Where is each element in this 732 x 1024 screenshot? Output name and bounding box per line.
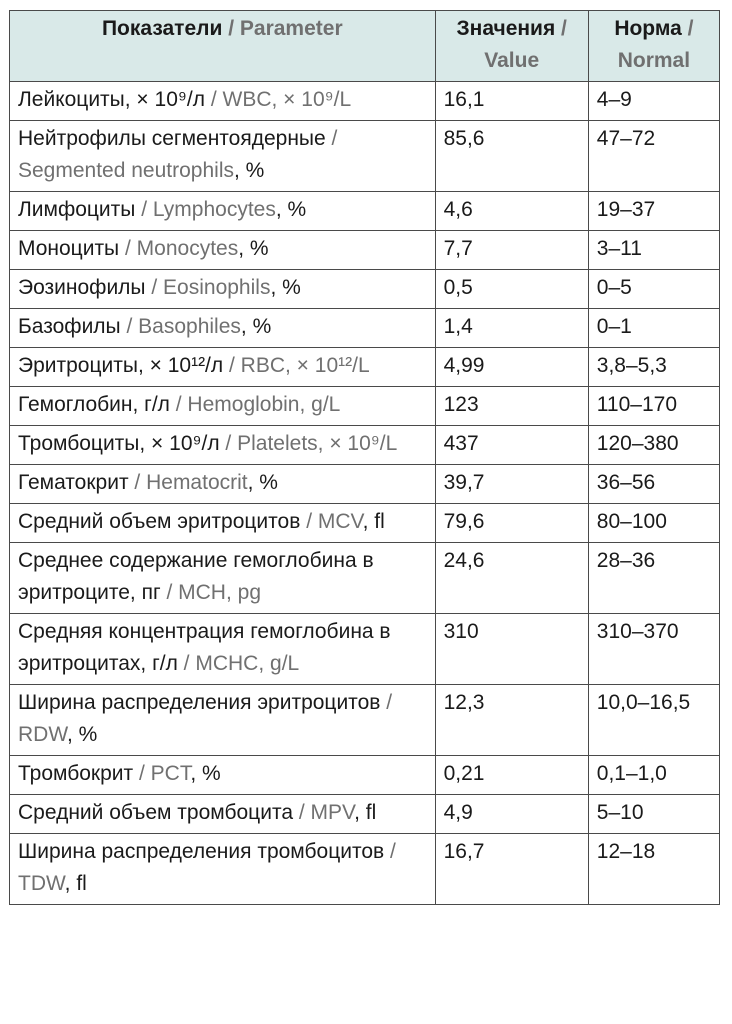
value-cell: 85,6 [435, 121, 588, 192]
norm-cell: 4–9 [588, 82, 719, 121]
norm-cell: 80–100 [588, 504, 719, 543]
value-cell: 12,3 [435, 685, 588, 756]
norm-cell: 36–56 [588, 465, 719, 504]
parameter-unit: , % [190, 762, 221, 785]
table-row [10, 614, 720, 685]
table-row [10, 309, 720, 348]
parameter-ru: Лейкоциты, × 10⁹/л [18, 88, 205, 111]
value-cell: 24,6 [435, 543, 588, 614]
parameter-cell: Базофилы / Basophiles, % [10, 309, 436, 348]
parameter-en: MCV [317, 510, 363, 533]
header-norm-en: Normal [617, 49, 691, 72]
parameter-cell: Средний объем эритроцитов / MCV, fl [10, 504, 436, 543]
norm-cell: 110–170 [588, 387, 719, 426]
value-cell: 7,7 [435, 231, 588, 270]
norm-cell: 3,8–5,3 [588, 348, 719, 387]
value-cell: 4,9 [435, 795, 588, 834]
norm-cell: 10,0–16,5 [588, 685, 719, 756]
header-parameter-en: Parameter [239, 17, 343, 40]
parameter-unit: , % [270, 276, 301, 299]
norm-cell: 0–1 [588, 309, 719, 348]
parameter-ru: Средняя концентрация гемоглобина в эритроцитах, г/л [18, 620, 391, 675]
table-row [10, 756, 720, 795]
parameter-cell: Эритроциты, × 10¹²/л / RBC, × 10¹²/L [10, 348, 436, 387]
parameter-en: RDW [18, 723, 67, 746]
table-row [10, 192, 720, 231]
parameter-ru: Тромбокрит [18, 762, 134, 785]
norm-cell: 3–11 [588, 231, 719, 270]
norm-cell: 120–380 [588, 426, 719, 465]
header-parameter: Показатели / Parameter [10, 11, 436, 82]
norm-cell: 310–370 [588, 614, 719, 685]
parameter-en: MCHC, g/L [195, 652, 300, 675]
table-row [10, 795, 720, 834]
parameter-ru: Эозинофилы [18, 276, 146, 299]
parameter-ru: Гемоглобин, г/л [18, 393, 170, 416]
parameter-unit: , % [238, 237, 269, 260]
norm-cell: 47–72 [588, 121, 719, 192]
value-cell: 16,1 [435, 82, 588, 121]
parameter-en: RBC, × 10¹²/L [240, 354, 370, 377]
parameter-en: MPV [310, 801, 355, 824]
value-cell: 0,21 [435, 756, 588, 795]
table-row [10, 426, 720, 465]
parameter-cell: Тромбокрит / PCT, % [10, 756, 436, 795]
value-cell: 0,5 [435, 270, 588, 309]
parameter-ru: Эритроциты, × 10¹²/л [18, 354, 224, 377]
parameter-en: Monocytes [136, 237, 239, 260]
parameter-en: WBC, × 10⁹/L [222, 88, 352, 111]
parameter-cell: Среднее содержание гемоглобина в эритроците, пг / MCH, pg [10, 543, 436, 614]
header-value: Значения / Value [435, 11, 588, 82]
table-row [10, 82, 720, 121]
parameter-unit: , % [247, 471, 278, 494]
table-row [10, 387, 720, 426]
table-row [10, 348, 720, 387]
value-cell: 39,7 [435, 465, 588, 504]
value-cell: 1,4 [435, 309, 588, 348]
parameter-ru: Тромбоциты, × 10⁹/л [18, 432, 220, 455]
parameter-unit: , fl [362, 510, 385, 533]
value-cell: 79,6 [435, 504, 588, 543]
table-row [10, 685, 720, 756]
value-cell: 4,99 [435, 348, 588, 387]
parameter-en: Lymphocytes [152, 198, 276, 221]
parameter-en: Hematocrit [146, 471, 248, 494]
parameter-unit: , % [275, 198, 307, 221]
parameter-cell: Тромбоциты, × 10⁹/л / Platelets, × 10⁹/L [10, 426, 436, 465]
header-row [10, 11, 720, 82]
table-row [10, 270, 720, 309]
parameter-unit: , fl [64, 872, 87, 895]
table-row [10, 121, 720, 192]
table-row [10, 231, 720, 270]
parameter-cell: Ширина распределения тромбоцитов / TDW, fl [10, 834, 436, 905]
parameter-ru: Нейтрофилы сегментоядерные [18, 127, 326, 150]
parameter-cell: Эозинофилы / Eosinophils, % [10, 270, 436, 309]
parameter-cell: Лимфоциты / Lymphocytes, % [10, 192, 436, 231]
norm-cell: 5–10 [588, 795, 719, 834]
table-row [10, 465, 720, 504]
norm-cell: 0–5 [588, 270, 719, 309]
parameter-ru: Лимфоциты [18, 198, 136, 221]
parameter-en: Segmented neutrophils [18, 159, 234, 182]
blood-parameters-table [9, 10, 720, 905]
parameter-unit: , fl [354, 801, 377, 824]
parameter-cell: Средняя концентрация гемоглобина в эритроцитах, г/л / MCHC, g/L [10, 614, 436, 685]
value-cell: 16,7 [435, 834, 588, 905]
table-body [10, 82, 720, 905]
table-row [10, 543, 720, 614]
header-norm-ru: Норма [614, 17, 682, 40]
parameter-ru: Базофилы [18, 315, 121, 338]
parameter-ru: Среднее содержание гемоглобина в эритроците, пг [18, 549, 374, 604]
value-cell: 123 [435, 387, 588, 426]
parameter-cell: Гематокрит / Hematocrit, % [10, 465, 436, 504]
parameter-ru: Средний объем тромбоцита [18, 801, 293, 824]
parameter-en: PCT [150, 762, 191, 785]
parameter-cell: Моноциты / Monocytes, % [10, 231, 436, 270]
parameter-en: MCH, pg [178, 581, 261, 604]
norm-cell: 19–37 [588, 192, 719, 231]
value-cell: 4,6 [435, 192, 588, 231]
parameter-cell: Лейкоциты, × 10⁹/л / WBC, × 10⁹/L [10, 82, 436, 121]
parameter-ru: Моноциты [18, 237, 120, 260]
parameter-cell: Гемоглобин, г/л / Hemoglobin, g/L [10, 387, 436, 426]
parameter-cell: Средний объем тромбоцита / MPV, fl [10, 795, 436, 834]
table-row [10, 834, 720, 905]
parameter-ru: Гематокрит [18, 471, 129, 494]
header-value-en: Value [484, 49, 540, 72]
parameter-ru: Ширина распределения эритроцитов [18, 691, 381, 714]
parameter-cell: Нейтрофилы сегментоядерные / Segmented neutrophils, % [10, 121, 436, 192]
parameter-ru: Ширина распределения тромбоцитов [18, 840, 385, 863]
parameter-en: Eosinophils [163, 276, 271, 299]
parameter-cell: Ширина распределения эритроцитов / RDW, % [10, 685, 436, 756]
value-cell: 310 [435, 614, 588, 685]
parameter-en: Hemoglobin, g/L [187, 393, 341, 416]
norm-cell: 28–36 [588, 543, 719, 614]
parameter-en: Platelets, × 10⁹/L [237, 432, 398, 455]
header-norm: Норма / Normal [588, 11, 719, 82]
header-parameter-ru: Показатели [101, 17, 223, 40]
table-row [10, 504, 720, 543]
parameter-en: Basophiles [138, 315, 241, 338]
norm-cell: 12–18 [588, 834, 719, 905]
parameter-en: TDW [18, 872, 65, 895]
parameter-ru: Средний объем эритроцитов [18, 510, 301, 533]
parameter-unit: , % [233, 159, 265, 182]
norm-cell: 0,1–1,0 [588, 756, 719, 795]
parameter-unit: , % [67, 723, 98, 746]
parameter-unit: , % [240, 315, 272, 338]
value-cell: 437 [435, 426, 588, 465]
header-value-ru: Значения [456, 17, 556, 40]
